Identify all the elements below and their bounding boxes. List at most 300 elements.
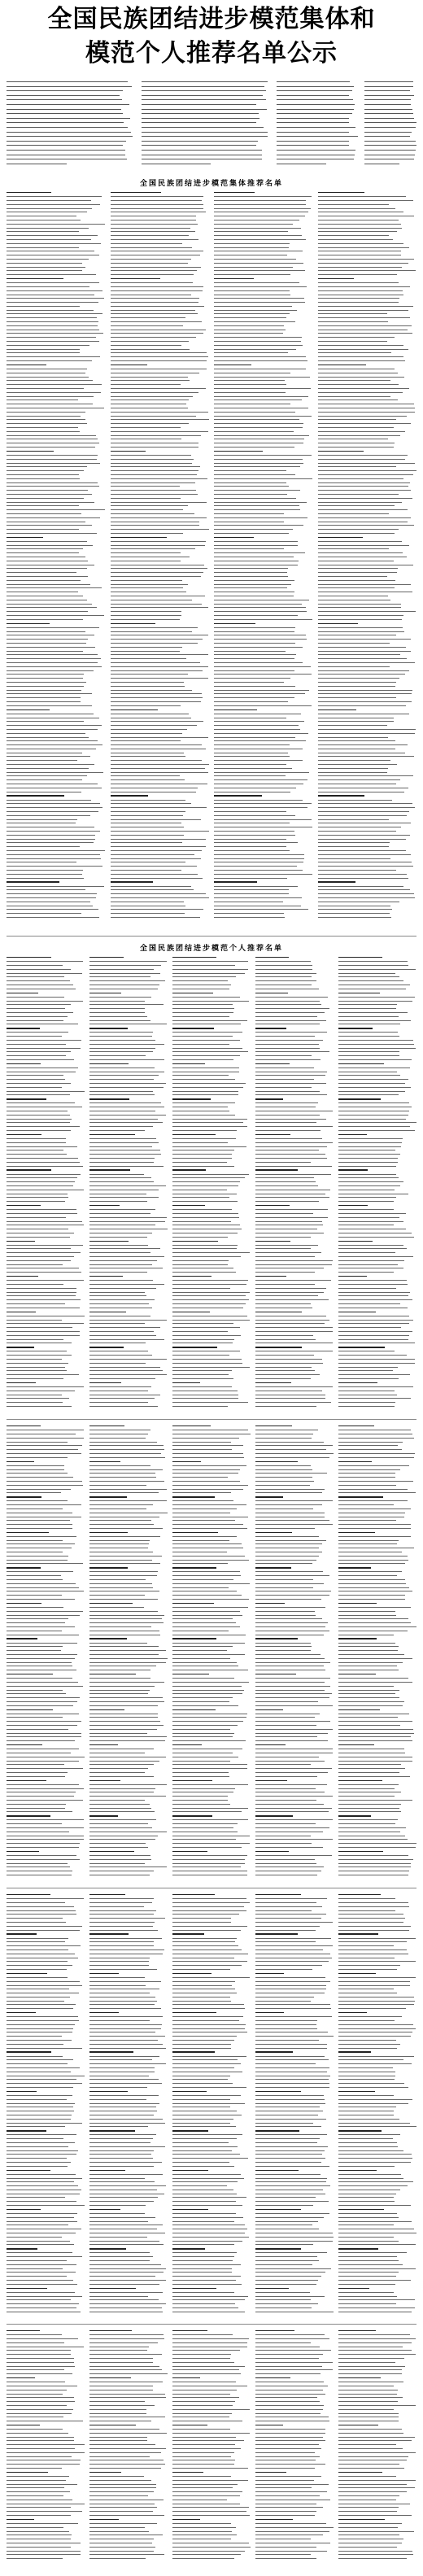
text-line	[318, 286, 410, 287]
text-line	[89, 1457, 165, 1458]
text-line	[255, 1721, 330, 1722]
text-line	[338, 2551, 412, 2552]
text-line	[214, 897, 302, 898]
heading-line	[338, 2012, 367, 2013]
text-line	[338, 1729, 413, 1730]
heading-line	[318, 192, 365, 193]
text-line	[318, 721, 395, 722]
text-line	[111, 548, 195, 549]
text-line	[172, 1898, 246, 1899]
text-line	[318, 850, 406, 851]
text-line	[89, 1985, 146, 1986]
text-line	[111, 435, 202, 436]
text-line	[255, 1320, 329, 1321]
text-line	[7, 607, 97, 608]
text-line	[89, 1981, 161, 1982]
text-line	[7, 1079, 65, 1080]
text-line	[111, 270, 197, 271]
text-line	[7, 459, 97, 460]
text-line	[89, 1485, 146, 1486]
text-line	[172, 2487, 233, 2488]
text-line	[7, 662, 98, 663]
text-line	[172, 2354, 231, 2355]
text-line	[172, 1453, 243, 1454]
text-line	[111, 306, 205, 307]
text-line	[338, 1536, 411, 1537]
text-line	[255, 1386, 333, 1387]
text-line	[338, 969, 416, 970]
text-line	[318, 416, 408, 417]
text-line	[7, 1087, 62, 1088]
text-line	[318, 396, 391, 397]
text-line	[338, 1059, 412, 1060]
text-line	[89, 1800, 145, 1801]
text-line	[214, 690, 309, 691]
text-line	[338, 1457, 414, 1458]
heading-line	[318, 623, 358, 624]
list-column	[338, 1894, 416, 2317]
text-line	[89, 1044, 164, 1045]
text-line	[214, 815, 295, 816]
text-line	[255, 1130, 321, 1131]
text-line	[7, 1733, 81, 1734]
text-line	[364, 86, 413, 87]
text-line	[364, 118, 414, 119]
text-line	[338, 1091, 405, 1092]
text-line	[7, 889, 85, 890]
text-line	[7, 1185, 73, 1186]
text-line	[255, 1560, 316, 1561]
text-line	[255, 2036, 334, 2037]
text-line	[89, 1158, 155, 1159]
text-line	[7, 1788, 84, 1789]
text-line	[214, 478, 312, 479]
text-line	[7, 1209, 76, 1210]
text-line	[318, 803, 412, 804]
text-line	[7, 1359, 62, 1360]
list-column	[172, 1894, 251, 2317]
text-line	[318, 352, 391, 353]
text-line	[277, 150, 355, 151]
heading-line	[7, 2091, 37, 2092]
text-line	[255, 1678, 330, 1679]
text-line	[7, 2063, 68, 2064]
text-line	[172, 2433, 250, 2434]
text-line	[111, 878, 203, 879]
text-line	[7, 1843, 80, 1844]
text-line	[172, 2358, 230, 2359]
text-line	[172, 1008, 234, 1009]
text-line	[7, 228, 89, 229]
text-line	[214, 360, 307, 361]
text-line	[214, 459, 303, 460]
text-line	[255, 1122, 316, 1123]
text-line	[338, 1264, 398, 1265]
text-line	[318, 858, 390, 859]
text-line	[172, 2154, 240, 2155]
text-line	[364, 127, 416, 128]
text-line	[111, 509, 184, 510]
text-line	[111, 733, 182, 734]
text-line	[255, 1898, 327, 1899]
text-line	[214, 674, 312, 675]
text-line	[318, 204, 389, 205]
text-line	[255, 1453, 334, 1454]
text-line	[111, 286, 203, 287]
text-line	[255, 2476, 321, 2477]
text-line	[172, 1729, 230, 1730]
text-line	[172, 2008, 245, 2009]
text-line	[214, 310, 297, 311]
text-line	[318, 658, 407, 659]
text-line	[255, 1303, 311, 1304]
text-line	[172, 1697, 233, 1698]
heading-line	[255, 1134, 290, 1135]
text-line	[89, 1926, 153, 1927]
text-line	[214, 917, 285, 918]
text-line	[7, 1284, 63, 1285]
text-line	[255, 1985, 326, 1986]
text-line	[318, 494, 399, 495]
text-line	[318, 463, 415, 464]
text-line	[338, 1367, 398, 1368]
text-line	[89, 1678, 150, 1679]
text-line	[172, 2369, 239, 2370]
text-line	[7, 1154, 67, 1155]
text-line	[338, 1083, 405, 1084]
text-line	[172, 1918, 231, 1919]
text-line	[89, 1556, 162, 1557]
text-line	[338, 1697, 399, 1698]
text-line	[172, 1701, 229, 1702]
text-line	[172, 1367, 250, 1368]
text-line	[7, 122, 124, 123]
text-line	[89, 2063, 166, 2064]
heading-line	[111, 451, 146, 452]
text-line	[172, 2362, 234, 2363]
text-line	[338, 1914, 403, 1915]
text-line	[7, 431, 80, 432]
text-line	[89, 1048, 155, 1049]
text-line	[255, 1733, 328, 1734]
text-line	[214, 737, 295, 738]
text-line	[255, 1784, 327, 1785]
text-line	[318, 224, 402, 225]
text-line	[89, 2284, 159, 2285]
text-line	[255, 1768, 332, 1769]
text-line	[338, 1335, 409, 1336]
text-line	[172, 1083, 246, 1084]
text-line	[338, 2197, 394, 2198]
text-line	[318, 878, 409, 879]
text-line	[111, 893, 207, 894]
text-line	[338, 2264, 403, 2265]
text-line	[172, 2001, 231, 2002]
text-line	[7, 1611, 83, 1612]
text-line	[7, 1863, 68, 1864]
text-line	[338, 2134, 400, 2135]
text-line	[89, 2217, 155, 2218]
text-line	[214, 697, 294, 698]
heading-line	[172, 1063, 205, 1064]
text-line	[338, 1469, 400, 1470]
text-line	[172, 1536, 237, 1537]
text-line	[7, 419, 85, 420]
text-line	[255, 2429, 325, 2430]
text-line	[7, 815, 90, 816]
text-line	[7, 2413, 72, 2414]
text-line	[7, 360, 92, 361]
text-line	[318, 196, 407, 197]
text-line	[111, 772, 208, 773]
text-line	[172, 1646, 233, 1647]
text-line	[7, 286, 89, 287]
text-line	[255, 2342, 311, 2343]
text-line	[255, 2166, 329, 2167]
text-line	[318, 705, 407, 706]
text-line	[172, 1122, 243, 1123]
text-line	[172, 1398, 238, 1399]
heading-line	[255, 1276, 286, 1277]
text-line	[172, 2484, 238, 2485]
text-line	[7, 1378, 63, 1379]
heading-line	[7, 1134, 41, 1135]
text-line	[172, 1442, 231, 1443]
text-line	[338, 1977, 416, 1978]
text-line	[214, 854, 304, 855]
heading-line	[338, 1496, 383, 1497]
text-line	[111, 470, 198, 471]
text-line	[214, 482, 286, 483]
text-line	[338, 2044, 400, 2045]
text-line	[7, 1012, 73, 1013]
text-line	[255, 1217, 328, 1218]
text-line	[7, 1985, 82, 1986]
text-line	[172, 2276, 241, 2277]
heading-line	[338, 1973, 376, 1974]
text-line	[172, 2138, 237, 2139]
heading-line	[7, 2472, 48, 2473]
text-line	[7, 412, 85, 413]
text-line	[277, 122, 349, 123]
text-line	[214, 431, 294, 432]
text-line	[338, 2394, 397, 2395]
text-line	[255, 1788, 316, 1789]
text-line	[111, 701, 202, 702]
text-line	[89, 1827, 152, 1828]
text-line	[7, 1438, 84, 1439]
text-line	[111, 224, 198, 225]
heading-line	[255, 2519, 293, 2520]
page-title-line-1: 全国民族团结进步模范集体和	[47, 5, 376, 33]
heading-line	[338, 1169, 368, 1170]
heading-line	[255, 1709, 283, 1710]
text-line	[255, 2307, 312, 2308]
text-line	[89, 1040, 155, 1041]
text-line	[89, 2558, 146, 2559]
text-line	[7, 541, 87, 542]
text-line	[89, 1839, 155, 1840]
text-line	[338, 1438, 414, 1439]
text-line	[89, 2123, 165, 2124]
text-line	[255, 1662, 330, 1663]
text-line	[338, 1044, 414, 1045]
text-line	[7, 2146, 68, 2147]
text-line	[172, 1256, 241, 1257]
heading-line	[338, 2472, 382, 2473]
text-line	[89, 2103, 159, 2104]
text-line	[338, 1682, 412, 1683]
text-line	[338, 2448, 403, 2449]
text-line	[338, 1686, 394, 1687]
text-line	[89, 1126, 153, 1127]
text-line	[214, 388, 311, 389]
text-line	[255, 2507, 323, 2508]
text-line	[89, 1174, 144, 1175]
section-title-collectives: 全国民族团结进步模范集体推荐名单	[139, 180, 283, 188]
text-line	[318, 509, 408, 510]
text-line	[318, 842, 390, 843]
text-line	[338, 2468, 404, 2469]
text-line	[255, 1736, 317, 1737]
text-line	[89, 1001, 145, 1002]
text-line	[318, 587, 395, 588]
text-line	[172, 2083, 233, 2084]
text-line	[172, 1761, 230, 1762]
text-line	[7, 423, 87, 424]
text-line	[172, 2342, 247, 2343]
text-line	[255, 1701, 318, 1702]
text-line	[338, 1543, 397, 1544]
text-line	[214, 337, 302, 338]
text-line	[89, 2119, 163, 2120]
text-line	[255, 997, 328, 998]
heading-line	[172, 1603, 214, 1604]
text-line	[89, 1504, 153, 1505]
text-line	[7, 1520, 70, 1521]
text-line	[255, 2244, 313, 2245]
text-line	[7, 631, 85, 632]
text-line	[7, 1725, 77, 1726]
text-line	[111, 498, 181, 499]
text-line	[89, 1272, 147, 1273]
text-line	[255, 1126, 333, 1127]
heading-line	[89, 1851, 134, 1852]
text-line	[7, 2444, 85, 2445]
text-line	[338, 1981, 410, 1982]
text-line	[338, 2048, 397, 2049]
text-line	[172, 1796, 228, 1797]
text-line	[255, 1725, 316, 1726]
text-line	[7, 1355, 72, 1356]
text-line	[172, 1323, 233, 1324]
text-line	[214, 513, 284, 514]
text-line	[7, 1938, 68, 1939]
text-line	[7, 768, 89, 769]
heading-line	[255, 2051, 293, 2052]
heading-line	[7, 451, 54, 452]
text-line	[318, 392, 403, 393]
text-line	[338, 2397, 403, 2398]
text-line	[7, 2256, 82, 2257]
text-line	[111, 886, 192, 887]
text-line	[214, 423, 303, 424]
text-line	[172, 1811, 242, 1812]
text-line	[89, 1662, 166, 1663]
text-line	[338, 2401, 398, 2402]
text-line	[7, 1177, 77, 1178]
text-line	[338, 1209, 394, 1210]
heading-line	[255, 1744, 286, 1745]
text-line	[172, 1174, 249, 1175]
text-line	[7, 2284, 77, 2285]
text-line	[7, 740, 98, 741]
text-line	[255, 1705, 333, 1706]
text-line	[89, 1819, 156, 1820]
text-line	[338, 2547, 397, 2548]
text-line	[338, 1618, 408, 1619]
text-line	[318, 274, 398, 275]
text-line	[7, 1697, 80, 1698]
heading-line	[111, 192, 162, 193]
text-line	[338, 2369, 402, 2370]
text-line	[214, 548, 284, 549]
text-line	[214, 498, 296, 499]
heading-line	[89, 2472, 121, 2473]
text-line	[7, 2358, 74, 2359]
text-line	[89, 1729, 157, 1730]
text-line	[338, 2241, 399, 2242]
heading-line	[255, 1780, 287, 1781]
text-line	[7, 90, 123, 91]
text-line	[214, 693, 305, 694]
text-line	[255, 1595, 329, 1596]
text-line	[338, 1237, 414, 1238]
text-line	[318, 729, 416, 730]
text-line	[7, 356, 100, 357]
text-line	[172, 1339, 234, 1340]
text-line	[89, 1094, 155, 1095]
text-line	[318, 337, 395, 338]
heading-line	[172, 2012, 216, 2013]
text-line	[338, 1201, 394, 1202]
text-line	[338, 2162, 411, 2163]
heading-line	[338, 2091, 375, 2092]
text-line	[89, 1087, 164, 1088]
text-line	[338, 2158, 412, 2159]
text-line	[172, 2480, 248, 2481]
text-line	[214, 654, 296, 655]
heading-line	[338, 2377, 381, 2378]
text-line	[172, 1945, 238, 1946]
text-line	[172, 1575, 241, 1576]
text-line	[111, 525, 200, 526]
text-line	[111, 228, 190, 229]
list-column	[7, 192, 106, 924]
heading-line	[255, 1063, 290, 1064]
text-line	[255, 1500, 333, 1501]
heading-line	[89, 1709, 124, 1710]
text-line	[172, 2260, 233, 2261]
text-line	[277, 127, 355, 128]
text-line	[214, 572, 287, 573]
text-line	[255, 2354, 323, 2355]
heading-line	[172, 1638, 216, 1639]
text-line	[7, 893, 97, 894]
text-line	[7, 2440, 74, 2441]
text-line	[318, 321, 389, 322]
text-line	[255, 1575, 329, 1576]
